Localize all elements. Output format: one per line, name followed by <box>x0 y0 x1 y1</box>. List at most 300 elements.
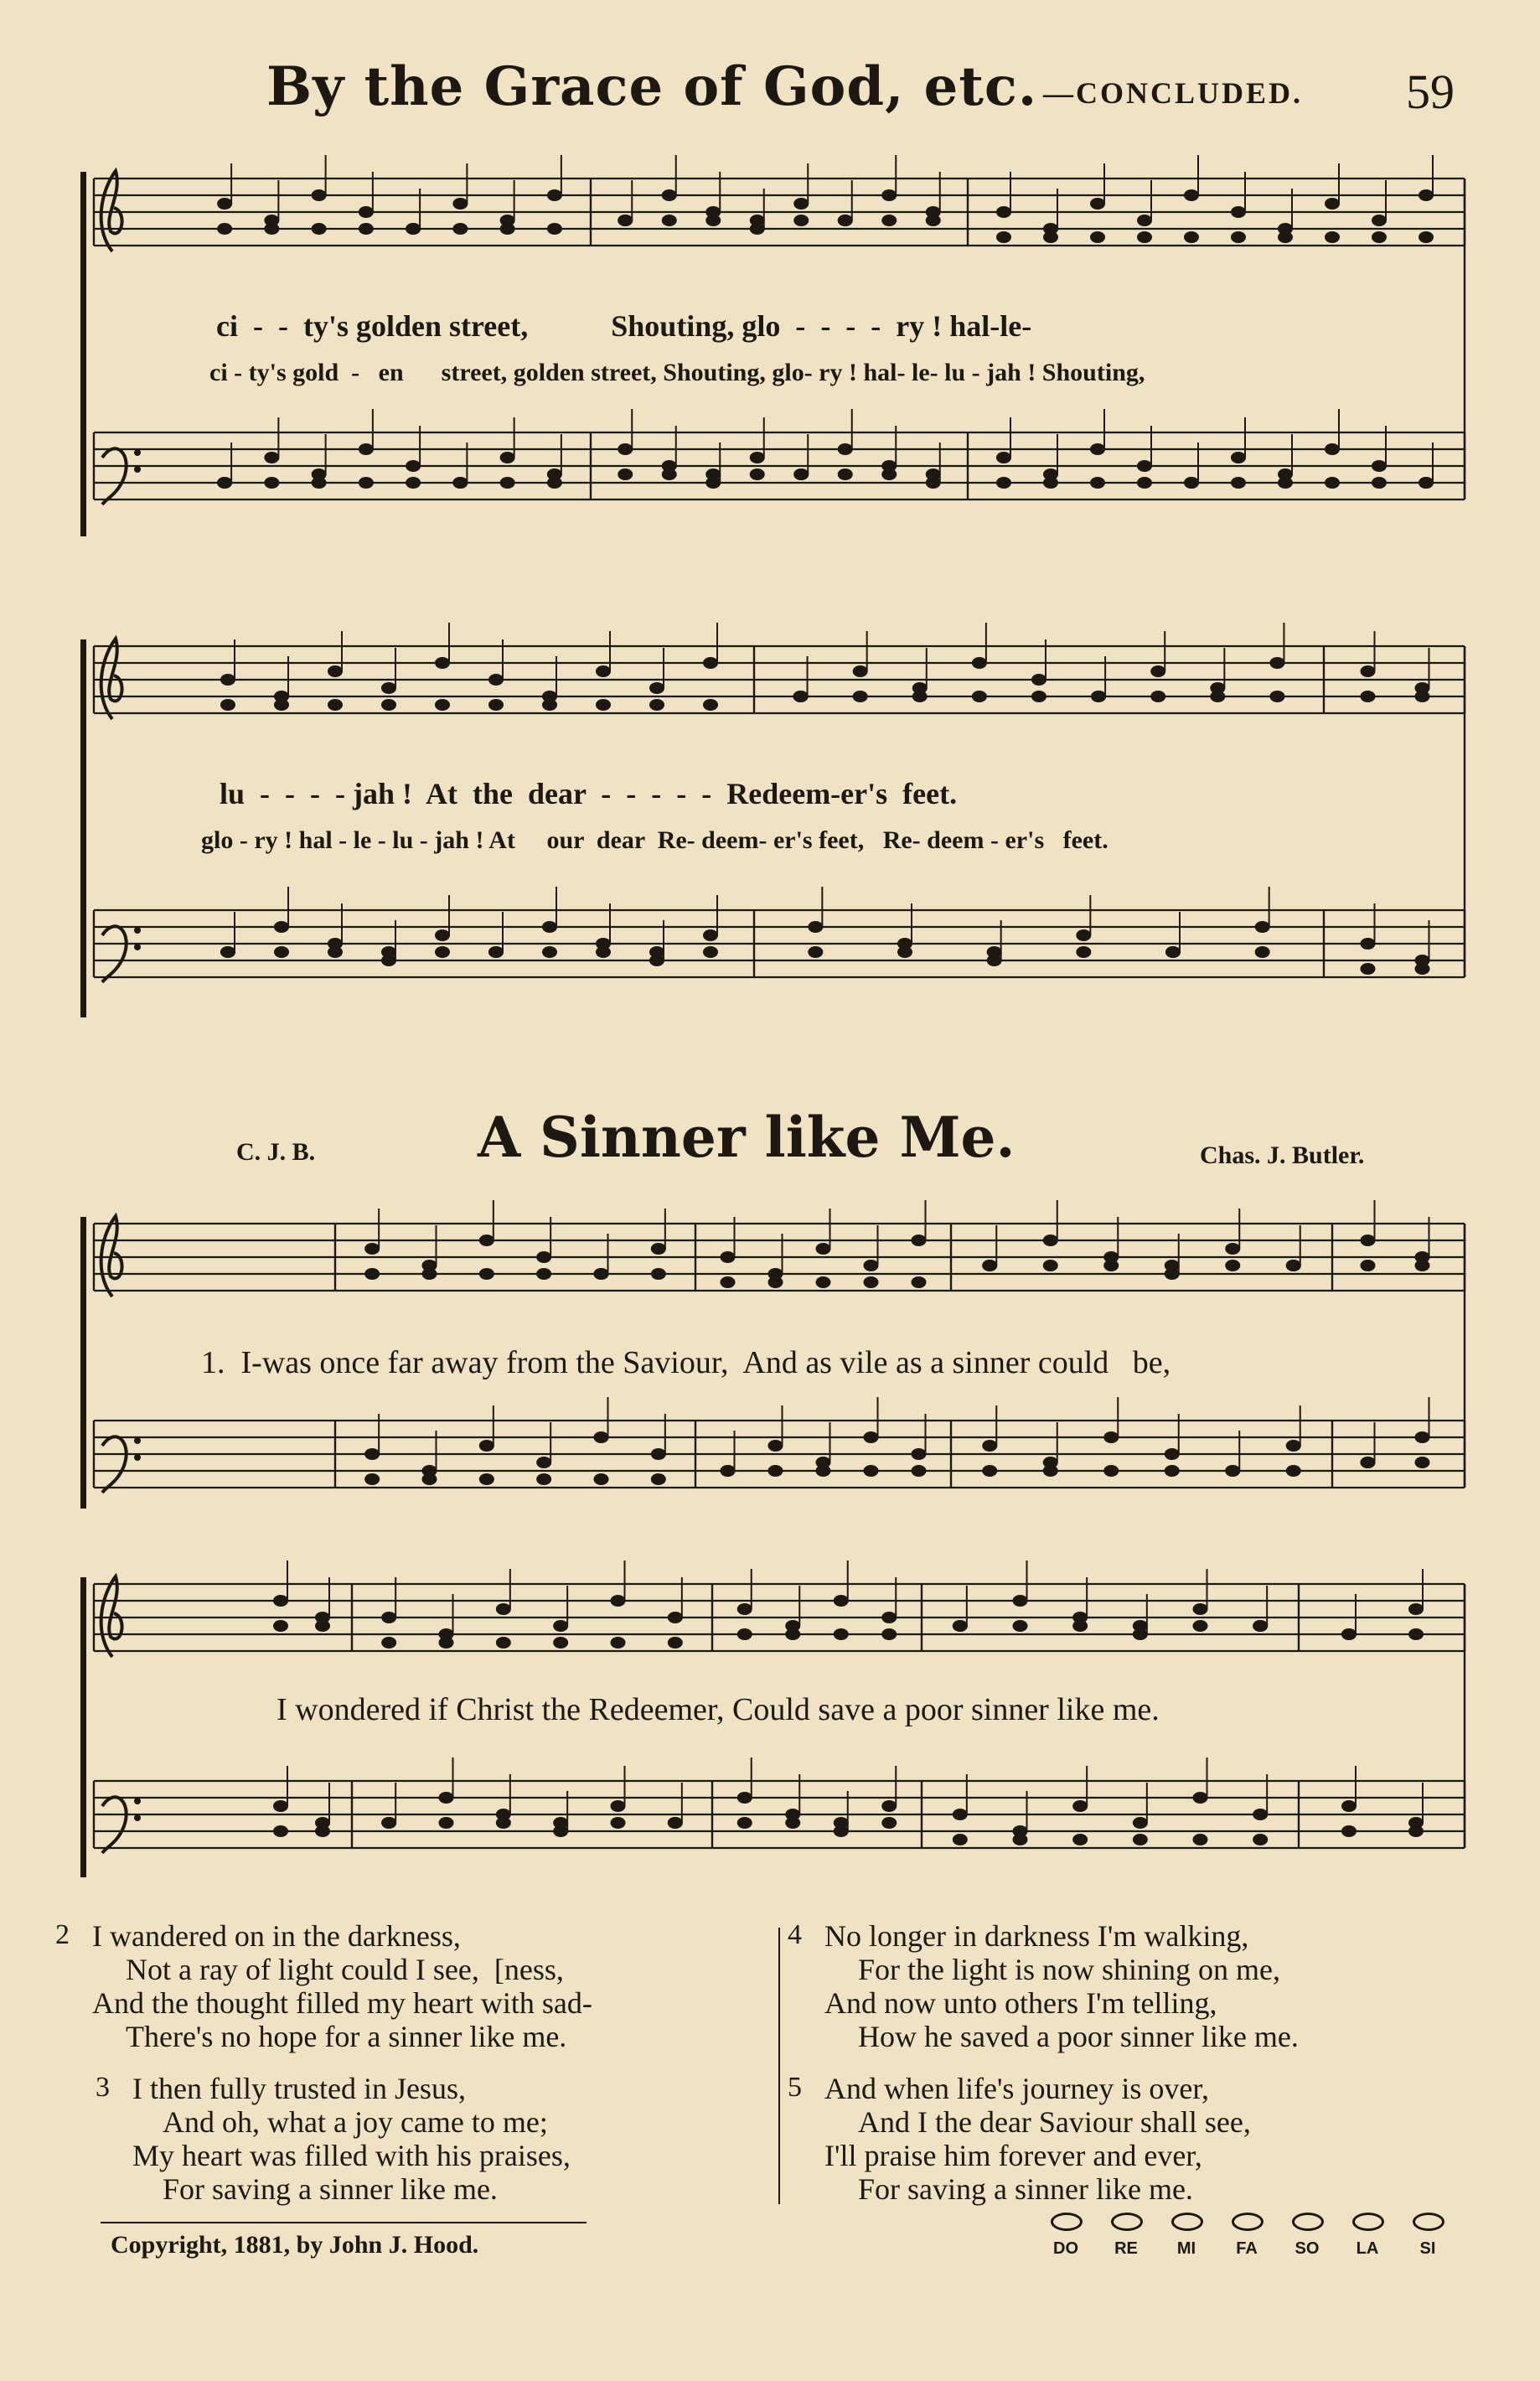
note-head <box>547 223 562 235</box>
note-head <box>594 1431 609 1443</box>
verse-line: For the light is now shining on me, <box>858 1953 1280 1986</box>
note-head <box>864 1260 879 1271</box>
note-head <box>881 1628 897 1640</box>
note-head <box>703 929 718 941</box>
note-head <box>838 443 853 455</box>
verse-line: And the thought filled my heart with sad- <box>92 1986 592 2020</box>
note-head <box>737 1603 752 1615</box>
note-head <box>1408 1603 1424 1615</box>
solfege-label: SO <box>1295 2239 1320 2258</box>
lyricist-credit: C. J. B. <box>236 1138 316 1166</box>
note-head <box>312 223 327 235</box>
note-head <box>500 477 515 489</box>
note-head <box>1361 1234 1376 1246</box>
note-head <box>273 1825 288 1837</box>
note-head <box>618 215 633 226</box>
note-head <box>1133 1620 1148 1632</box>
note-head <box>768 1276 783 1288</box>
note-head <box>793 198 809 210</box>
note-head <box>651 1243 666 1255</box>
verse-number: 3 <box>96 2072 110 2103</box>
note-head <box>1013 1620 1028 1632</box>
note-head <box>1325 198 1340 210</box>
note-head <box>328 665 343 677</box>
note-head <box>264 223 279 235</box>
note-head <box>737 1817 752 1829</box>
note-head <box>312 189 327 201</box>
note-head <box>1133 1834 1148 1845</box>
note-head <box>881 1817 897 1829</box>
note-head <box>1269 657 1284 669</box>
note-head <box>217 477 232 489</box>
clef-dot <box>134 466 141 473</box>
copyright-notice: Copyright, 1881, by John J. Hood. <box>111 2231 479 2259</box>
note-head <box>1184 189 1199 201</box>
note-head <box>488 674 504 686</box>
note-head <box>996 231 1011 243</box>
note-head <box>1210 691 1225 702</box>
note-head <box>381 699 396 711</box>
note-head <box>649 699 664 711</box>
note-head <box>750 452 765 463</box>
solfege-label: MI <box>1176 2239 1196 2258</box>
note-head <box>705 215 721 226</box>
note-head <box>220 699 235 711</box>
note-head <box>1278 231 1293 243</box>
note-head <box>1372 477 1387 489</box>
note-head <box>1193 1620 1208 1632</box>
note-head <box>1103 1431 1119 1443</box>
note-head <box>1408 1628 1424 1640</box>
composer-credit: Chas. J. Butler. <box>1200 1141 1365 1169</box>
note-head <box>912 691 928 702</box>
note-head <box>1225 1243 1240 1255</box>
note-head <box>785 1628 800 1640</box>
note-head <box>435 929 450 941</box>
verse-4 <box>788 1919 1495 2053</box>
note-head <box>536 1251 551 1263</box>
note-head <box>435 946 450 958</box>
song2-lyric-line1: 1. I-was once far away from the Saviour, And as vile as a sinner could be, <box>201 1345 1171 1380</box>
note-head <box>651 1448 666 1460</box>
bass-clef-icon <box>102 448 127 505</box>
note-head <box>1325 477 1340 489</box>
note-head <box>1090 477 1105 489</box>
solfege-shape-icon <box>1292 2213 1324 2231</box>
bass-clef-icon <box>102 1436 127 1493</box>
note-head <box>328 946 343 958</box>
note-head <box>315 1825 330 1837</box>
note-head <box>217 223 232 235</box>
note-head <box>1231 452 1246 463</box>
note-head <box>897 946 912 958</box>
note-head <box>721 1465 736 1477</box>
note-head <box>435 657 450 669</box>
song-title-concluded: By the Grace of God, etc. <box>266 55 1038 118</box>
note-head <box>838 215 853 226</box>
verse-line: And oh, what a joy came to me; <box>163 2105 548 2139</box>
note-head <box>1076 929 1091 941</box>
note-head <box>611 1817 626 1829</box>
note-head <box>1165 1465 1180 1477</box>
note-head <box>816 1276 831 1288</box>
note-head <box>312 477 327 489</box>
note-head <box>1286 1260 1301 1271</box>
note-head <box>1372 460 1387 472</box>
note-head <box>1225 1260 1240 1271</box>
note-head <box>1253 1834 1268 1845</box>
solfege-shape-icon <box>1111 2213 1143 2231</box>
note-head <box>912 1276 927 1288</box>
note-head <box>1090 198 1105 210</box>
note-head <box>838 468 853 480</box>
note-head <box>381 682 396 694</box>
note-head <box>594 1473 609 1485</box>
note-head <box>1165 946 1181 958</box>
verse-line: No longer in darkness I'm walking, <box>824 1919 1249 1953</box>
note-head <box>611 1637 626 1649</box>
system1-lyric-sub: ci - ty's gold - en street, golden street, Shouting, glo- ry ! hal- le- lu - jah ! Shouting, <box>209 359 1145 386</box>
note-head <box>220 674 235 686</box>
note-head <box>1090 231 1105 243</box>
note-head <box>768 1465 783 1477</box>
note-head <box>1415 1457 1430 1468</box>
note-head <box>500 223 515 235</box>
note-head <box>1184 477 1199 489</box>
note-head <box>768 1440 783 1452</box>
note-head <box>996 206 1011 218</box>
note-head <box>1253 1809 1268 1820</box>
note-head <box>864 1431 879 1443</box>
note-head <box>439 1817 454 1829</box>
note-head <box>1361 665 1376 677</box>
note-head <box>1361 1457 1376 1468</box>
solfege-label: FA <box>1236 2239 1258 2258</box>
note-head <box>381 1817 396 1829</box>
note-head <box>1072 1834 1088 1845</box>
note-head <box>750 215 765 226</box>
note-head <box>328 699 343 711</box>
note-head <box>982 1260 997 1271</box>
system-brace <box>80 172 86 536</box>
note-head <box>364 1473 380 1485</box>
clef-dot <box>134 1814 141 1821</box>
note-head <box>1341 1628 1357 1640</box>
note-head <box>422 1268 437 1280</box>
note-head <box>1415 1260 1430 1271</box>
note-head <box>1076 946 1091 958</box>
note-head <box>1361 1260 1376 1271</box>
note-head <box>452 223 468 235</box>
note-head <box>381 946 396 958</box>
note-head <box>1231 477 1246 489</box>
note-head <box>496 1603 511 1615</box>
note-head <box>996 452 1011 463</box>
note-head <box>1090 443 1105 455</box>
note-head <box>536 1473 551 1485</box>
note-head <box>816 1465 831 1477</box>
note-head <box>1031 691 1046 702</box>
note-head <box>488 699 504 711</box>
note-head <box>1043 1260 1058 1271</box>
note-head <box>618 443 633 455</box>
note-head <box>808 921 823 933</box>
note-head <box>439 1792 454 1804</box>
note-head <box>881 468 897 480</box>
note-head <box>618 468 633 480</box>
note-head <box>1286 1440 1301 1452</box>
note-head <box>1255 946 1270 958</box>
note-head <box>1043 1234 1058 1246</box>
clef-dot <box>134 927 141 934</box>
note-head <box>1415 691 1430 702</box>
note-head <box>1372 215 1387 226</box>
note-head <box>536 1268 551 1280</box>
note-head <box>264 452 279 463</box>
note-head <box>1193 1603 1208 1615</box>
note-head <box>1137 215 1152 226</box>
solfege-legend <box>1042 2213 1478 2266</box>
solfege-shape-icon <box>1232 2213 1264 2231</box>
clef-dot <box>134 1437 141 1444</box>
note-head <box>273 1800 288 1812</box>
verse-line: How he saved a poor sinner like me. <box>858 2020 1299 2053</box>
note-head <box>500 452 515 463</box>
note-head <box>881 1800 897 1812</box>
system2-lyric-main: lu - - - - jah ! At the dear - - - - - Redeem-er's feet. <box>220 777 958 810</box>
note-head <box>668 1637 683 1649</box>
note-head <box>1043 231 1058 243</box>
note-head <box>553 1620 568 1632</box>
note-head <box>912 1465 927 1477</box>
verse-5 <box>788 2072 1495 2206</box>
note-head <box>217 198 232 210</box>
verse-line: My heart was filled with his praises, <box>132 2139 571 2172</box>
verse-number: 5 <box>788 2072 802 2103</box>
note-head <box>364 1268 380 1280</box>
note-head <box>703 699 718 711</box>
note-head <box>662 189 677 201</box>
note-head <box>547 189 562 201</box>
note-head <box>1361 691 1376 702</box>
note-head <box>703 946 718 958</box>
note-head <box>926 468 941 480</box>
note-head <box>1361 963 1376 975</box>
note-head <box>273 1620 288 1632</box>
note-head <box>274 921 289 933</box>
note-head <box>793 215 809 226</box>
note-head <box>596 699 611 711</box>
verse-line: There's no hope for a sinner like me. <box>126 2020 567 2053</box>
note-head <box>834 1595 849 1607</box>
note-head <box>750 468 765 480</box>
note-head <box>220 946 235 958</box>
note-head <box>972 691 987 702</box>
note-head <box>381 1612 396 1623</box>
clef-dot <box>134 1454 141 1461</box>
note-head <box>926 215 941 226</box>
note-head <box>1415 1431 1430 1443</box>
solfege-label: DO <box>1053 2239 1078 2258</box>
note-head <box>359 477 374 489</box>
note-head <box>649 682 664 694</box>
note-head <box>982 1440 997 1452</box>
note-head <box>364 1243 380 1255</box>
note-head <box>834 1817 849 1829</box>
note-head <box>1278 477 1293 489</box>
concluded-label: —CONCLUDED. <box>1043 76 1304 110</box>
verse-line: I then fully trusted in Jesus, <box>132 2072 466 2105</box>
note-head <box>611 1595 626 1607</box>
note-head <box>1253 1620 1268 1632</box>
verse-line: And when life's journey is over, <box>824 2072 1209 2105</box>
verse-line: For saving a sinner like me. <box>163 2172 498 2206</box>
note-head <box>1341 1825 1357 1837</box>
note-head <box>1269 691 1284 702</box>
note-head <box>982 1465 997 1477</box>
note-head <box>611 1800 626 1812</box>
note-head <box>649 946 664 958</box>
note-head <box>703 657 718 669</box>
bass-clef-icon <box>102 926 127 982</box>
note-head <box>1165 1260 1180 1271</box>
note-head <box>705 468 721 480</box>
note-head <box>1103 1260 1119 1271</box>
note-head <box>542 699 557 711</box>
note-head <box>381 1637 396 1649</box>
solfege-shape-icon <box>1352 2213 1384 2231</box>
system-brace <box>80 1577 86 1877</box>
note-head <box>479 1473 494 1485</box>
note-head <box>594 1268 609 1280</box>
clef-dot <box>134 1798 141 1804</box>
verse-line: And I the dear Saviour shall see, <box>858 2105 1251 2139</box>
note-head <box>912 1234 927 1246</box>
note-head <box>662 468 677 480</box>
note-head <box>1286 1465 1301 1477</box>
note-head <box>651 1473 666 1485</box>
note-head <box>422 1473 437 1485</box>
system2-lyric-sub: glo - ry ! hal - le - lu - jah ! At our dear Re- deem- er's feet, Re- deem - er's feet. <box>201 826 1108 854</box>
system-brace <box>80 1217 86 1509</box>
note-head <box>1043 1465 1058 1477</box>
note-head <box>596 665 611 677</box>
note-head <box>996 477 1011 489</box>
note-head <box>972 657 987 669</box>
note-head <box>547 477 562 489</box>
note-head <box>435 699 450 711</box>
note-head <box>721 1251 736 1263</box>
solfege-shape-icon <box>1413 2213 1444 2231</box>
note-head <box>785 1817 800 1829</box>
note-head <box>1193 1792 1208 1804</box>
note-head <box>274 946 289 958</box>
note-head <box>853 665 868 677</box>
note-head <box>452 477 468 489</box>
note-head <box>479 1440 494 1452</box>
note-head <box>273 1595 288 1607</box>
note-head <box>953 1834 968 1845</box>
clef-dot <box>134 449 141 456</box>
note-head <box>1013 1595 1028 1607</box>
page-number: 59 <box>1406 65 1455 119</box>
note-head <box>881 189 897 201</box>
clef-dot <box>134 944 141 950</box>
note-head <box>1165 1448 1180 1460</box>
note-head <box>864 1465 879 1477</box>
note-head <box>881 1612 897 1623</box>
note-head <box>1419 231 1434 243</box>
solfege-label: LA <box>1356 2239 1379 2258</box>
note-head <box>1419 189 1434 201</box>
note-head <box>359 443 374 455</box>
note-head <box>264 477 279 489</box>
note-head <box>406 477 421 489</box>
solfege-shape-icon <box>1051 2213 1083 2231</box>
note-head <box>953 1620 968 1632</box>
verse-2 <box>55 1919 779 2053</box>
note-head <box>1408 1825 1424 1837</box>
note-head <box>553 1817 568 1829</box>
note-head <box>1031 674 1046 686</box>
note-head <box>553 1637 568 1649</box>
note-head <box>479 1268 494 1280</box>
note-head <box>834 1628 849 1640</box>
solfege-shape-icon <box>1171 2213 1203 2231</box>
note-head <box>406 460 421 472</box>
note-head <box>596 946 611 958</box>
note-head <box>359 223 374 235</box>
note-head <box>452 198 468 210</box>
verse-number: 4 <box>788 1919 802 1950</box>
note-head <box>1184 231 1199 243</box>
note-head <box>496 1817 511 1829</box>
note-head <box>1043 477 1058 489</box>
note-head <box>1231 206 1246 218</box>
note-head <box>1091 691 1106 702</box>
note-head <box>1341 1800 1357 1812</box>
solfege-label: RE <box>1114 2239 1138 2258</box>
note-head <box>793 691 809 702</box>
note-head <box>816 1243 831 1255</box>
note-head <box>651 1268 666 1280</box>
note-head <box>1137 460 1152 472</box>
note-head <box>1072 1620 1088 1632</box>
note-head <box>439 1637 454 1649</box>
verse-line: And now unto others I'm telling, <box>824 1986 1217 2020</box>
note-head <box>496 1637 511 1649</box>
note-head <box>542 946 557 958</box>
note-head <box>912 1448 927 1460</box>
system1-lyric-main: ci - - ty's golden street, Shouting, glo - - - - ry ! hal-le- <box>216 309 1032 343</box>
verse-line: Not a ray of light could I see, [ness, <box>126 1953 564 1986</box>
note-head <box>721 1276 736 1288</box>
note-head <box>953 1809 968 1820</box>
verse-line: I wandered on in the darkness, <box>92 1919 461 1953</box>
note-head <box>542 921 557 933</box>
note-head <box>406 223 421 235</box>
note-head <box>1150 665 1165 677</box>
note-head <box>488 946 504 958</box>
note-head <box>853 691 868 702</box>
verse-line: I'll praise him forever and ever, <box>824 2139 1202 2172</box>
note-head <box>881 215 897 226</box>
note-head <box>737 1792 752 1804</box>
verse-line: For saving a sinner like me. <box>858 2172 1193 2206</box>
note-head <box>315 1620 330 1632</box>
note-head <box>1361 938 1376 950</box>
song2-lyric-line2: I wondered if Christ the Redeemer, Could save a poor sinner like me. <box>276 1692 1160 1727</box>
